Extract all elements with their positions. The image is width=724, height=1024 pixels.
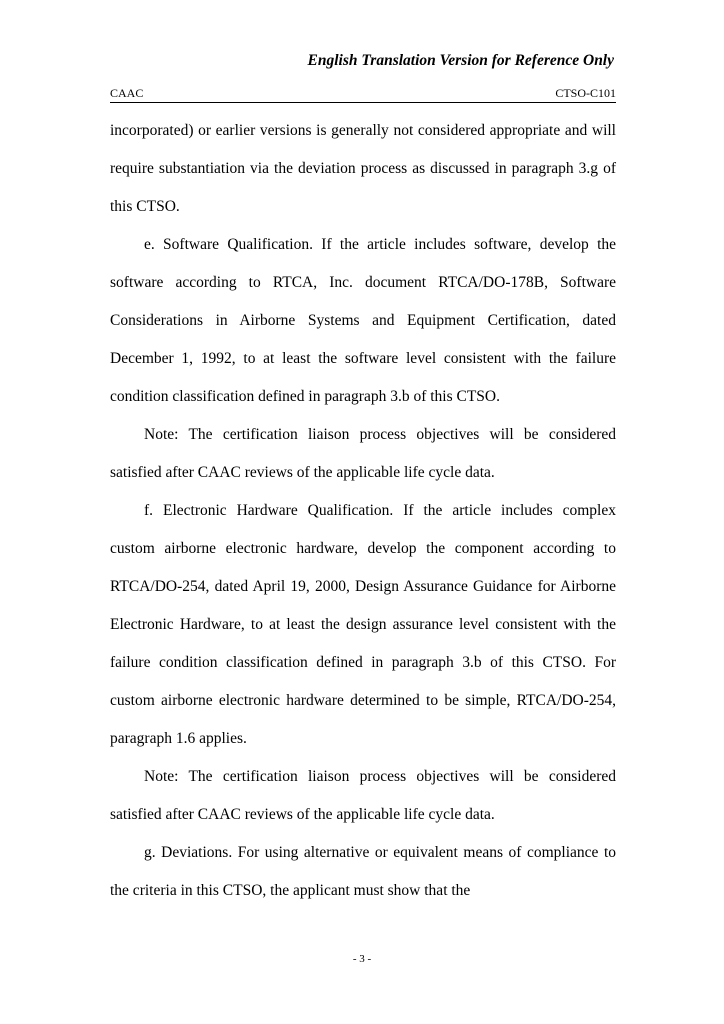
paragraph-note-hardware: Note: The certification liaison process objectives will be considered satisfied after CAAC reviews of the applicable life cycle data.	[110, 768, 616, 823]
header-agency: CAAC	[110, 86, 144, 100]
translation-banner: English Translation Version for Reference Only	[307, 52, 614, 69]
paragraph-note-software: Note: The certification liaison process objectives will be considered satisfied after CAAC reviews of the applicable life cycle data.	[110, 426, 616, 481]
header-document-id: CTSO-C101	[555, 86, 616, 100]
page-number: - 3 -	[352, 953, 372, 965]
paragraph-continuation: incorporated) or earlier versions is generally not considered appropriate and will require substantiation via the deviation process as discussed in paragraph 3.g of this CTSO.	[110, 122, 616, 215]
document-body	[110, 112, 616, 910]
page-header	[110, 86, 616, 103]
paragraph-software-qualification: e. Software Qualification. If the article includes software, develop the software according to RTCA, Inc. document RTCA/DO-178B, Software Considerations in Airborne Systems and Equipment Certification, dated December 1, 1992, to at least the software level consistent with the failure condition classification defined in paragraph 3.b of this CTSO.	[110, 236, 616, 405]
paragraph-hardware-qualification: f. Electronic Hardware Qualification. If the article includes complex custom airborne electronic hardware, develop the component according to RTCA/DO-254, dated April 19, 2000, Design Assurance Guidance for Airborne Electronic Hardware, to at least the design assurance level consistent with the failure condition classification defined in paragraph 3.b of this CTSO. For custom airborne electronic hardware determined to be simple, RTCA/DO-254, paragraph 1.6 applies.	[110, 502, 616, 747]
paragraph-deviations: g. Deviations. For using alternative or equivalent means of compliance to the criteria in this CTSO, the applicant must show that the	[110, 844, 616, 899]
